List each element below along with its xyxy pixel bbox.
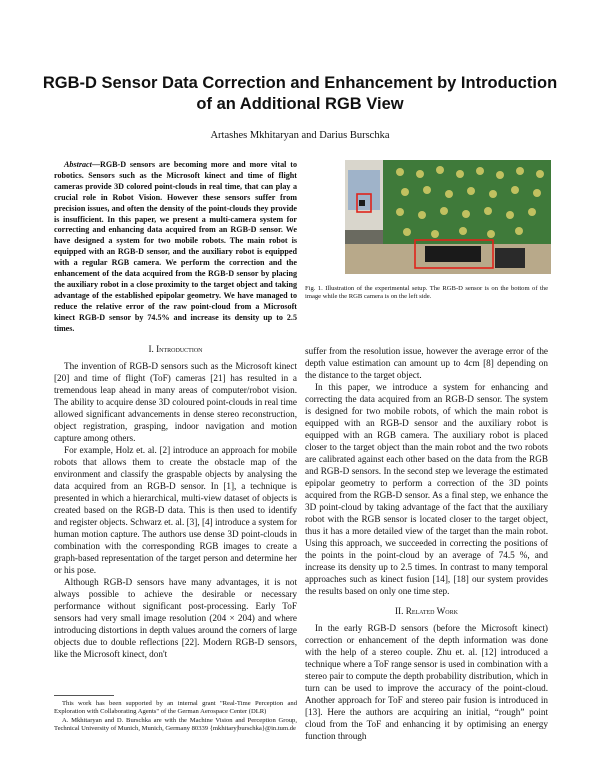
photo-rgbd-robot: [425, 246, 481, 262]
photo-mobile-robot-base: [495, 248, 525, 268]
figure-photo: [345, 160, 551, 274]
section-heading-related-work: II. Related Work: [395, 606, 458, 616]
right-column: [305, 345, 548, 742]
footnote-funding: This work has been supported by an internal grant "Real-Time Perception and Exploration with Collaborating Agents" of the German Aerospace Center (DLR): [54, 700, 297, 716]
footnotes: [54, 700, 297, 734]
section-heading-introduction: I. Introduction: [148, 343, 203, 354]
footnote-affiliation: A. Mkhitaryan and D. Burschka are with the Machine Vision and Perception Group, Technical University of Munich, Munich, Germany 80339 {mkhitary|burschka}@in.tum.de: [54, 716, 297, 733]
photo-rgb-camera: [359, 200, 365, 206]
left-column: [54, 160, 297, 660]
figure-experimental-setup: [345, 160, 551, 274]
intro-paragraph-1: The invention of RGB-D sensors such as the Microsoft kinect [20] and time of flight (ToF) cameras [21] has resulted in a tremendous leap ahead in many areas of computer/robot vision. The ability to acquire dense 3D coloured point-clouds in real time allowed significant advancements in dense stereo reconstruction, object registration, grasping, indoor navigation and motion capture among others.: [54, 360, 297, 443]
figure-caption: Fig. 1. Illustration of the experimental setup. The RGB-D sensor is on the bottom of the image while the RGB camera is on the left side.: [305, 285, 548, 301]
footnote-rule: [54, 695, 114, 696]
right-paragraph-1: suffer from the resolution issue, however the average error of the depth value estimation can amount up to 4cm [8] depending on the distance to the target object.: [305, 346, 548, 380]
intro-paragraph-3: Although RGB-D sensors have many advantages, it is not always possible to achieve the desirable or necessary performance without significant post-processing. Early ToF sensors had very small image resolution (204 × 204) and where introducing distortions in depth values around the corners of large objects due to double reflections [22]. Modern RGB-D sensors, like the Microsoft kinect, don't: [54, 576, 297, 659]
right-paragraph-2: In this paper, we introduce a system for enhancing and correcting the data acquired from an RGB-D sensor. The system is designed for two mobile robots, of which the main robot is equipped with an RGB-D sensor and the auxiliary robot is equipped with an RGB camera. The auxiliary robot is placed closer to the target object than the main robot and the two robots are calibrated against each other based on the data from the RGB and RGB-D sensors. In the second step we leverage the estimated epipolar geometry to perform a correction of the 3D points acquired from the RGB-D sensor. As a final step, we enhance the 3D point-cloud by taking advantage of the fact that the auxiliary robot with the RGB sensor is located closer to the target object, thus it has a more detailed view of the target than the main robot. Using this approach, we succeeded in correcting the positions of the points in the point-cloud by an average of 74.5 %, and increase its density up to 2.5 times. In contrast to many temporal approaches such as kinect fusion [14], [18] our system provides the results based on only one time step.: [305, 382, 548, 596]
abstract: [54, 160, 297, 335]
abstract-text: —RGB-D sensors are becoming more and more vital to robotics. Sensors such as the Microsoft kinect and time of flight cameras provide 3D colored point-clouds in real time, that can play a crucial role in Robot Vision. However these sensors suffer from precision issues, and often the density of the point-clouds they provide is insufficient. In this paper, we present a multi-camera system for correcting and enhancing data acquired from an RGB-D sensor. We have designed a system for two mobile robots. The main robot is equipped with an RGB-D sensor, and the auxiliary robot is equipped with a regular RGB camera. We perform the correction and the enhancement of the data acquired from the RGB-D sensor by placing the auxiliary robot in a close proximity to the target object and taking advantage of the established epipolar geometry. We have managed to reduce the relative error of the raw point-cloud from a Microsoft kinect RGB-D sensor by 74.5% and increase its density up to 2.5 times.: [54, 160, 297, 333]
related-paragraph-1: In the early RGB-D sensors (before the Microsoft kinect) correction or enhancement of the depth information was done with the help of a stereo couple. Zhu et. al. [12] introduced a technique where a ToF range sensor is used in combination with a stereo pair to compute the depth probability distribution, which in turn can be used to improve the accuracy of the point-cloud. Another approach for ToF and stereo pair fusion is introduced in [13]. Here the authors are acquiring an initial, “rough” point cloud from the ToF and enhancing it by optimising an energy function through: [305, 623, 548, 741]
abstract-lead: Abstract: [64, 160, 92, 169]
intro-paragraph-2: For example, Holz et. al. [2] introduce an approach for mobile robots that allows them to create the obstacle map of the environment and classify the graspable objects by analysing the data acquired from an RGB-D sensor. In [1], a technique is presented in which a hierarchical, multi-view dataset of objects is created based on the RGB-D data. This is then used to identify and register objects. Schwarz et. al. [3], [4] introduce a system for human motion capture. The authors use dense 3D point-clouds in combination with the corresponding RGB images to create a graph-based representation of the target person and determine her or his pose.: [54, 444, 297, 575]
paper-title: RGB-D Sensor Data Correction and Enhancement by Introduction of an Additional RGB View: [42, 74, 558, 113]
paper-authors: Artashes Mkhitaryan and Darius Burschka: [210, 130, 390, 141]
